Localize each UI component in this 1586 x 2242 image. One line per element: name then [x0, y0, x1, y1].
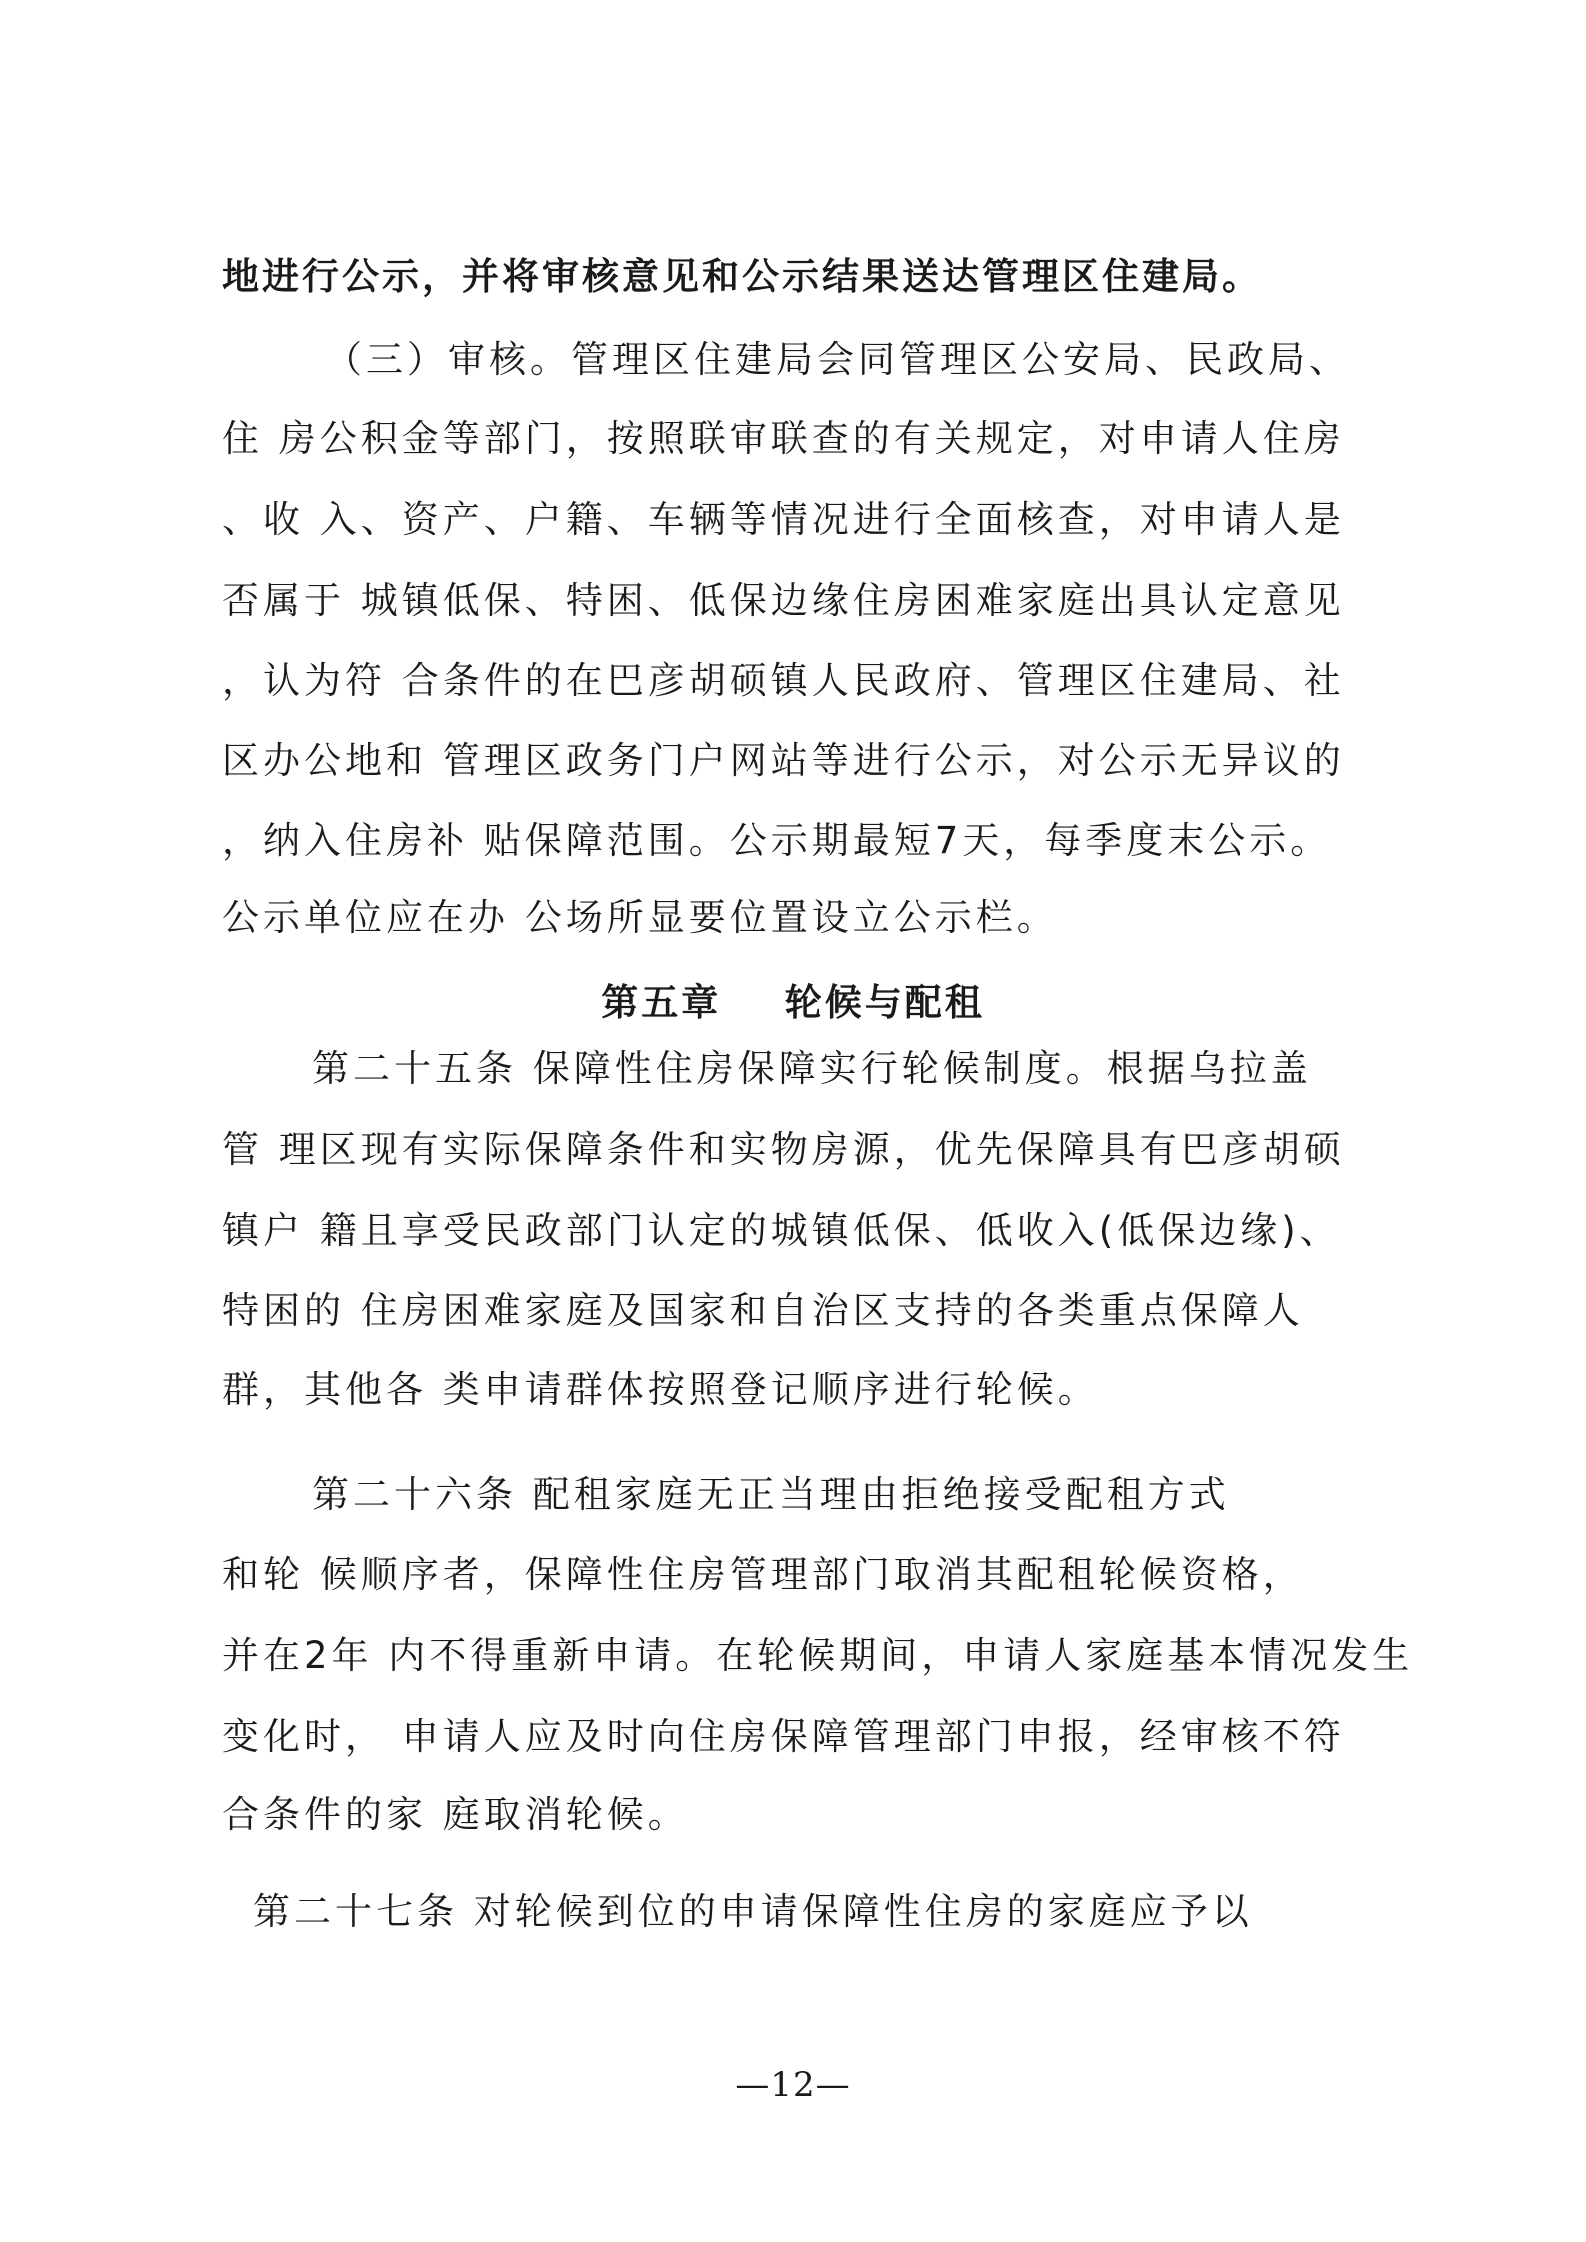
paragraph-line: 镇户 籍且享受民政部门认定的城镇低保、低收入(低保边缘)、 — [222, 1209, 1341, 1252]
chapter-heading: 第五章 轮候与配租 — [601, 981, 985, 1024]
paragraph-line: 管 理区现有实际保障条件和实物房源，优先保障具有巴彦胡硕 — [222, 1128, 1345, 1171]
paragraph-line: 公示单位应在办 公场所显要位置设立公示栏。 — [222, 896, 1058, 939]
paragraph-line: 群，其他各 类申请群体按照登记顺序进行轮候。 — [222, 1368, 1099, 1411]
paragraph-line: （三）审核。管理区住建局会同管理区公安局、民政局、 — [325, 338, 1350, 381]
page-number: —12— — [735, 2065, 851, 2105]
paragraph-line: ，纳入住房补 贴保障范围。公示期最短7天，每季度末公示。 — [222, 819, 1332, 862]
paragraph-line: 区办公地和 管理区政务门户网站等进行公示，对公示无异议的 — [222, 739, 1345, 782]
paragraph-line: 第二十五条 保障性住房保障实行轮候制度。根据乌拉盖 — [312, 1047, 1312, 1090]
paragraph-line: 变化时， 申请人应及时向住房保障管理部门申报，经审核不符 — [222, 1715, 1345, 1758]
paragraph-line: 地进行公示，并将审核意见和公示结果送达管理区住建局。 — [222, 255, 1262, 298]
paragraph-line: 合条件的家 庭取消轮候。 — [222, 1793, 689, 1836]
paragraph-line: 特困的 住房困难家庭及国家和自治区支持的各类重点保障人 — [222, 1289, 1304, 1332]
paragraph-line: 第二十七条 对轮候到位的申请保障性住房的家庭应予以 — [253, 1890, 1253, 1933]
paragraph-line: 住 房公积金等部门，按照联审联查的有关规定，对申请人住房 — [222, 417, 1345, 460]
paragraph-line: 、收 入、资产、户籍、车辆等情况进行全面核查，对申请人是 — [222, 498, 1345, 541]
paragraph-line: 并在2年 内不得重新申请。在轮候期间，申请人家庭基本情况发生 — [222, 1634, 1414, 1677]
paragraph-line: 否属于 城镇低保、特困、低保边缘住房困难家庭出具认定意见 — [222, 579, 1345, 622]
paragraph-line: 和轮 候顺序者，保障性住房管理部门取消其配租轮候资格， — [222, 1553, 1304, 1596]
paragraph-line: ，认为符 合条件的在巴彦胡硕镇人民政府、管理区住建局、社 — [222, 659, 1345, 702]
paragraph-line: 第二十六条 配租家庭无正当理由拒绝接受配租方式 — [312, 1473, 1230, 1516]
